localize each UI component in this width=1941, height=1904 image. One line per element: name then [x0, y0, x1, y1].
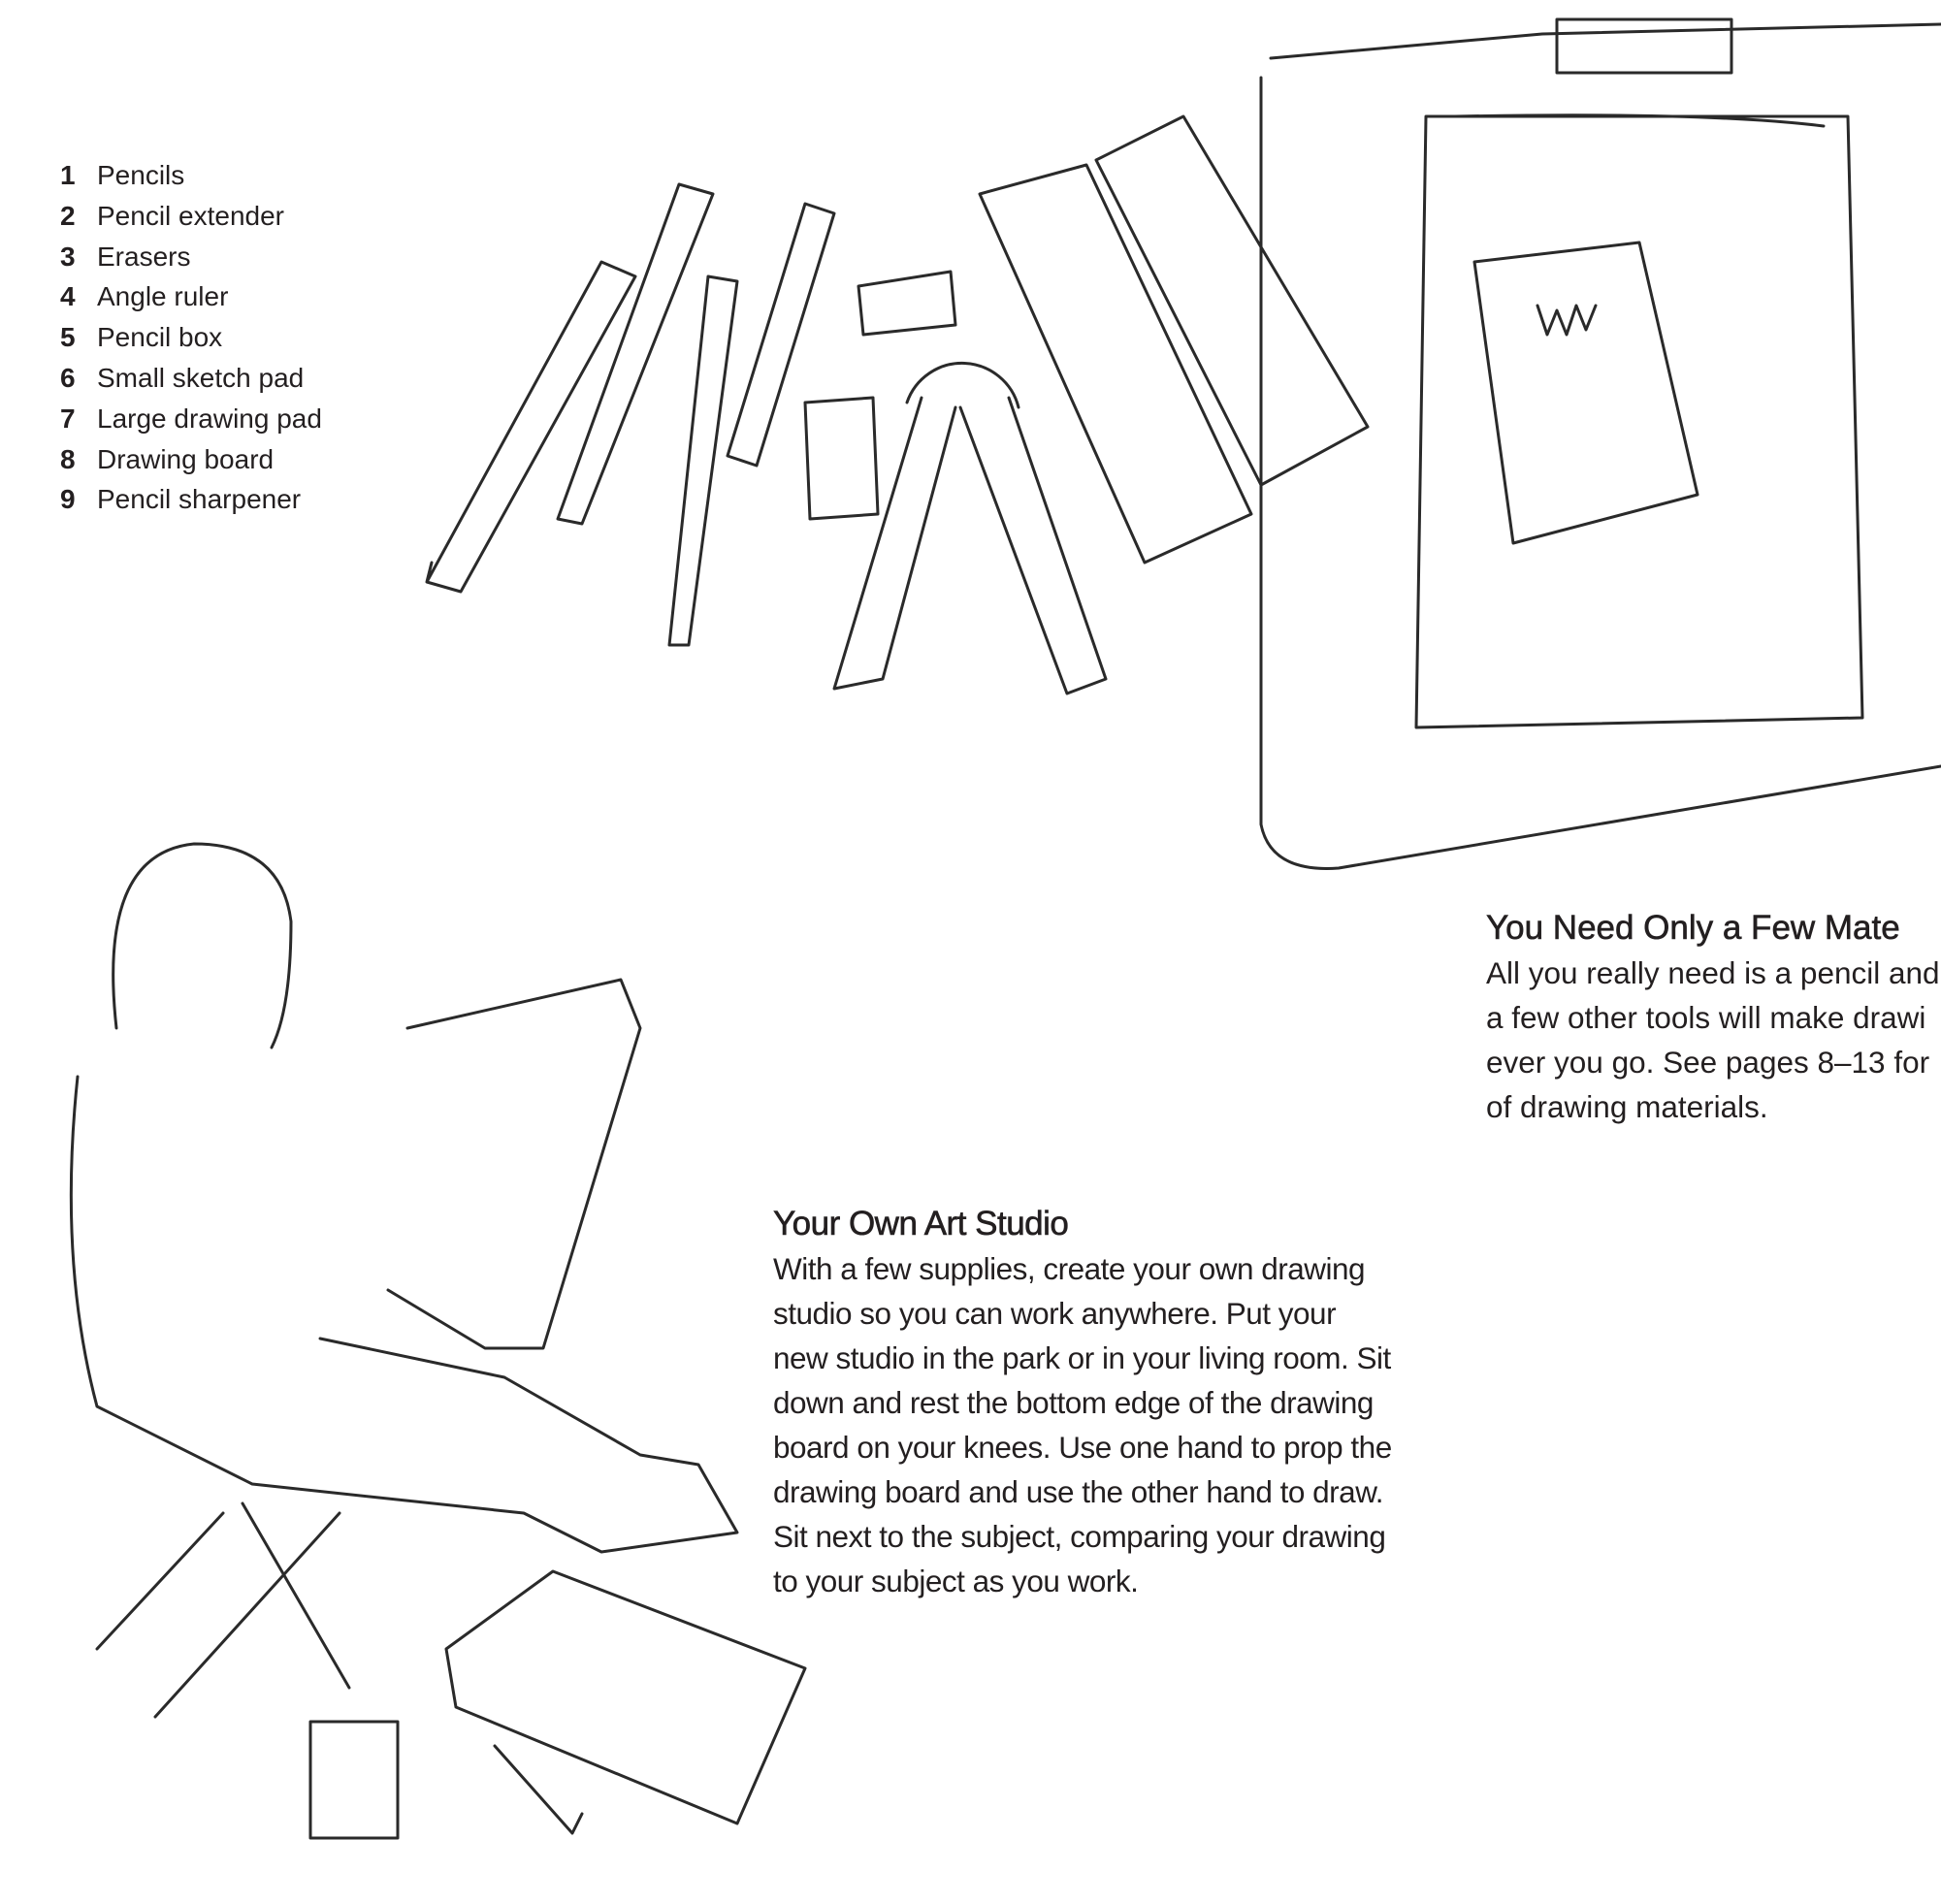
legend-item: 8 Drawing board [60, 443, 275, 474]
pencils-sketch [427, 184, 834, 645]
legend-item: 5 Pencil box [60, 322, 223, 353]
erasers-sketch [805, 272, 955, 519]
legend-item: 9 Pencil sharpener [60, 484, 302, 515]
materials-section [1486, 906, 1940, 1129]
legend-item: 6 Small sketch pad [60, 362, 305, 393]
studio-heading: Your Own Art Studio [773, 1205, 1069, 1242]
large-drawing-pad-sketch [1416, 115, 1862, 727]
legend-item: 2 Pencil extender [60, 200, 285, 231]
body-line: drawing board and use the other hand to draw. [773, 1474, 1383, 1509]
legend-item: 7 Large drawing pad [60, 403, 322, 434]
small-sketch-pad-sketch [1474, 242, 1698, 543]
legend-item: 3 Erasers [60, 241, 191, 272]
body-line: All you really need is a pencil and [1486, 955, 1940, 990]
body-line: of drawing materials. [1486, 1089, 1768, 1124]
legend-item: 1 Pencils [60, 160, 185, 190]
studio-section [773, 1202, 1392, 1603]
pencil-box-sketch [980, 116, 1368, 563]
body-line: a few other tools will make drawi [1486, 1000, 1926, 1035]
materials-heading: You Need Only a Few Mate [1486, 909, 1900, 947]
body-line: With a few supplies, create your own drawing [773, 1251, 1366, 1286]
body-line: down and rest the bottom edge of the drawing [773, 1385, 1374, 1420]
drawing-board-sketch [1261, 19, 1941, 868]
body-line: board on your knees. Use one hand to prop the [773, 1430, 1392, 1465]
person-drawing-sketch [71, 844, 805, 1838]
body-line: to your subject as you work. [773, 1564, 1139, 1598]
legend-item: 4 Angle ruler [60, 281, 229, 312]
body-line: new studio in the park or in your living room. Sit [773, 1340, 1391, 1375]
body-line: ever you go. See pages 8–13 for [1486, 1045, 1930, 1080]
materials-legend [60, 155, 322, 520]
body-line: studio so you can work anywhere. Put your [773, 1296, 1337, 1331]
body-line: Sit next to the subject, comparing your drawing [773, 1519, 1386, 1554]
